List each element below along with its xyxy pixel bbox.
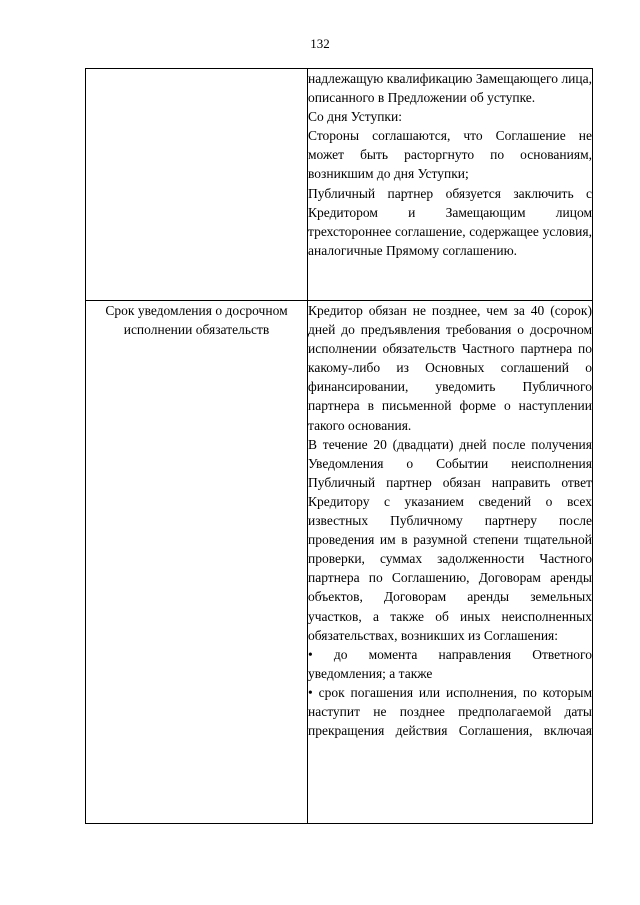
description-cell [308,69,593,301]
term-cell [86,69,308,301]
table-row [86,301,593,824]
paragraph: В течение 20 (двадцати) дней после получения Уведомления о Событии неисполнения Публичный партнер обязан направить ответ Кредитору с указанием сведений о всех известных Публичному партнеру после проведения им в разумной степени тщательной проверки, суммах задолженности Частного партнера по Соглашению, Договорам аренды объектов, Договорам аренды земельных участков, а также об иных неисполненных обязательствах, возникших из Соглашения: [308,436,592,643]
paragraph: надлежащую квалификацию Замещающего лица, описанного в Предложении об уступке. [308,71,592,106]
bullet-item: • до момента направления Ответного уведомления; а также [308,646,592,681]
terms-table [85,68,593,824]
paragraph: Публичный партнер обязуется заключить с Кредитором и Замещающим лицом трехстороннее соглашение, содержащее условия, аналогичные Прямому соглашению. [308,185,592,258]
term-cell: Срок уведомления о досрочном исполнении обязательств [86,301,308,824]
table-row [86,69,593,301]
paragraph: Со дня Уступки: [308,109,402,125]
description-cell [308,301,593,824]
paragraph: Стороны соглашаются, что Соглашение не может быть расторгнуто по основаниям, возникшим до дня Уступки; [308,128,592,182]
paragraph: Кредитор обязан не позднее, чем за 40 (сорок) дней до предъявления требования о досрочном исполнении обязательств Частного партнера по какому-либо из Основных соглашений о финансировании, уведомить Публичного партнера в письменной форме о наступлении такого основания. [308,303,592,433]
page-number: 132 [310,36,330,51]
bullet-item: • срок погашения или исполнения, по которым наступит не позднее предполагаемой даты прекращения действия Соглашения, включая [308,684,592,739]
